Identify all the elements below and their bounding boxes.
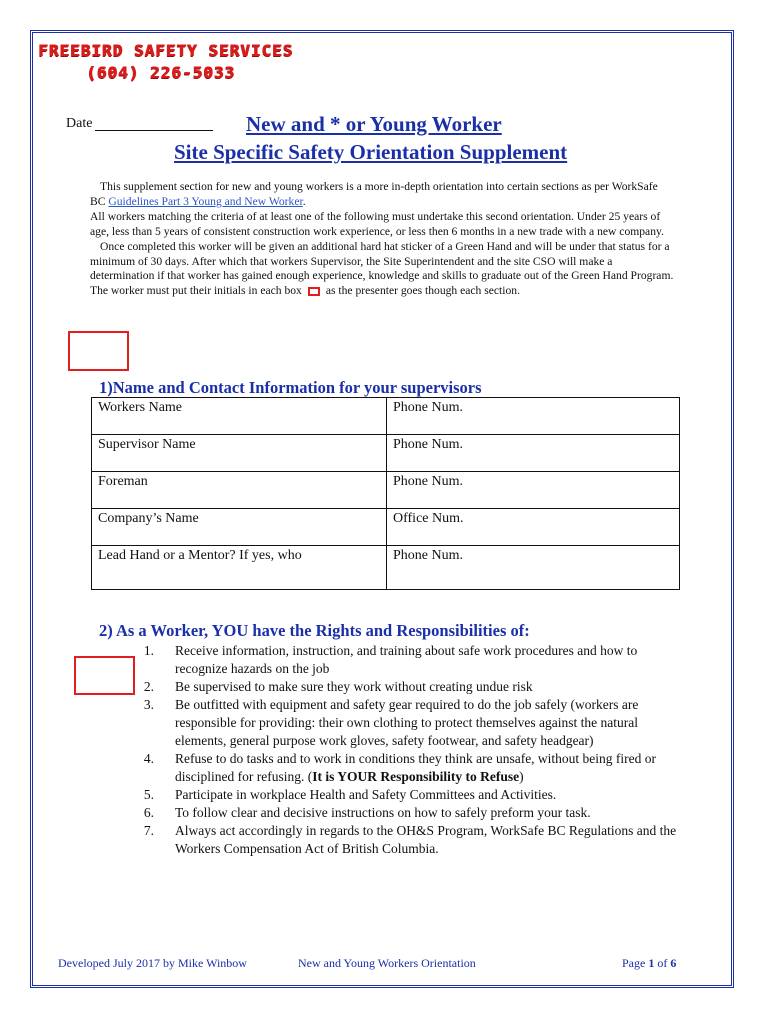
guidelines-link[interactable]: Guidelines Part 3 Young and New Worker	[108, 194, 303, 208]
section-2-heading: 2) As a Worker, YOU have the Rights and Responsibilities of:	[99, 621, 530, 640]
list-item: 7. Always act accordingly in regards to the OH&S Program, WorkSafe BC Regulations and the Workers Compensation Act of British Columbia.	[143, 823, 677, 856]
initial-box-example-icon	[308, 287, 320, 296]
company-logo-text	[38, 40, 293, 84]
list-item: 3. Be outfitted with equipment and safety gear required to do the job safely (workers are responsible for providing: their own clothing to protect themselves against the natural elements, general purpose work gloves, safety footwear, and safety headgear)	[143, 697, 639, 748]
supervisor-phone-field[interactable]: Phone Num.	[387, 435, 680, 472]
intro-text	[90, 180, 676, 299]
table-row	[92, 398, 680, 435]
form-title-line1: New and * or Young Worker	[246, 112, 502, 136]
company-phone: (604) 226-5033	[86, 63, 235, 82]
list-item: 1. Receive information, instruction, and training about safe work procedures and how to recognize hazards on the job	[143, 643, 638, 676]
footer-doc-title: New and Young Workers Orientation	[298, 956, 476, 970]
footer-developed: Developed July 2017 by Mike Winbow	[58, 956, 247, 970]
foreman-field[interactable]: Foreman	[92, 472, 387, 509]
list-item: 4. Refuse to do tasks and to work in conditions they think are unsafe, without being fired or disciplined for refusing. (It is YOUR Responsibility to Refuse)	[143, 751, 657, 784]
intro-paragraph-2: All workers matching the criteria of at least one of the following must undertake this second orientation. Under 25 years of age, less than 5 years of consistent construction work experience, or less then 6 months in a new trade with a new company.	[90, 209, 664, 238]
contact-info-table	[91, 397, 680, 590]
date-label: Date	[66, 116, 93, 131]
foreman-phone-field[interactable]: Phone Num.	[387, 472, 680, 509]
table-row	[92, 546, 680, 590]
initials-box-section-1[interactable]	[68, 331, 129, 371]
company-name-field[interactable]: Company’s Name	[92, 509, 387, 546]
lead-hand-field[interactable]: Lead Hand or a Mentor? If yes, who	[92, 546, 387, 590]
supervisor-name-field[interactable]: Supervisor Name	[92, 435, 387, 472]
office-num-field[interactable]: Office Num.	[387, 509, 680, 546]
lead-hand-phone-field[interactable]: Phone Num.	[387, 546, 680, 590]
footer-page-number: Page 1 of 6	[622, 956, 677, 970]
section-1-heading: 1)Name and Contact Information for your supervisors	[99, 378, 482, 397]
company-name: FREEBIRD SAFETY SERVICES	[38, 41, 294, 60]
list-item: 5. Participate in workplace Health and Safety Committees and Activities.	[143, 787, 557, 802]
intro-paragraph-3: Once completed this worker will be given an additional hard hat sticker of a Green Hand and will be under that status for a minimum of 30 days. After which that workers Supervisor, the Site Superintendent and the site CSO will make a determination if that worker has gained enough experience, knowledge and skills to graduate out of the Green Hand Program. The worker must put their initials in each box as the presenter goes though each section.	[90, 239, 674, 298]
table-row	[92, 509, 680, 546]
date-field[interactable]	[95, 130, 213, 131]
rights-list	[132, 642, 680, 858]
list-item: 2. Be supervised to make sure they work without creating undue risk	[143, 679, 533, 694]
workers-name-field[interactable]: Workers Name	[92, 398, 387, 435]
initials-box-section-2[interactable]	[74, 656, 135, 695]
table-row	[92, 472, 680, 509]
workers-phone-field[interactable]: Phone Num.	[387, 398, 680, 435]
list-item: 6. To follow clear and decisive instructions on how to safely preform your task.	[143, 805, 591, 820]
intro-paragraph-1: This supplement section for new and young workers is a more in-depth orientation into certain sections as per WorkSafe BC Guidelines Part 3 Young and New Worker.	[90, 180, 658, 208]
form-title-line2: Site Specific Safety Orientation Supplement	[174, 140, 568, 164]
table-row	[92, 435, 680, 472]
